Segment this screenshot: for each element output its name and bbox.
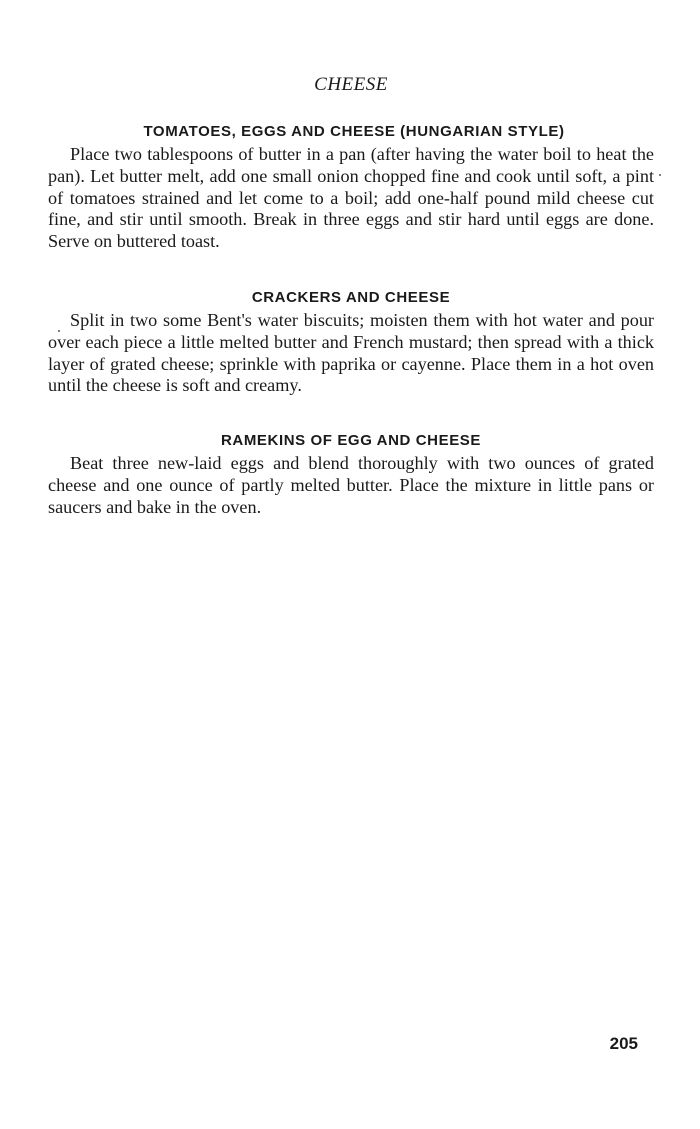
print-speck	[659, 174, 661, 176]
recipe-body: Beat three new-laid eggs and blend thoroughly with two ounces of grated cheese and one ounce of partly melted butter. Place the mixture in little pans or saucers and bake in the oven.	[48, 453, 654, 517]
recipe-body: Split in two some Bent's water biscuits; moisten them with hot water and pour over each piece a little melted butter and French mustard; then spread with a thick layer of grated cheese; sprinkle with paprika or cayenne. Place them in a hot oven until the cheese is soft and creamy.	[48, 310, 654, 396]
recipe-body: Place two tablespoons of butter in a pan (after having the water boil to heat the pan). Let butter melt, add one small onion chopped fine and cook until soft, a pint of tomatoes strained and let come to a boil; add one-half pound mild cheese cut fine, and stir until smooth. Break in three eggs and stir hard until eggs are done. Serve on buttered toast.	[48, 144, 654, 252]
print-speck	[58, 330, 60, 332]
recipe-title: RAMEKINS OF EGG AND CHEESE	[220, 432, 482, 449]
running-head: CHEESE	[314, 74, 388, 95]
recipe-title: CRACKERS AND CHEESE	[251, 289, 451, 306]
recipe-title: TOMATOES, EGGS AND CHEESE (HUNGARIAN STYLE)	[143, 123, 565, 140]
recipe-ramekins-egg-cheese	[48, 430, 654, 518]
page-number: 205	[609, 1034, 638, 1053]
recipe-tomatoes-eggs-cheese	[48, 121, 654, 253]
recipe-crackers-cheese	[48, 287, 654, 397]
book-page	[48, 0, 654, 1129]
